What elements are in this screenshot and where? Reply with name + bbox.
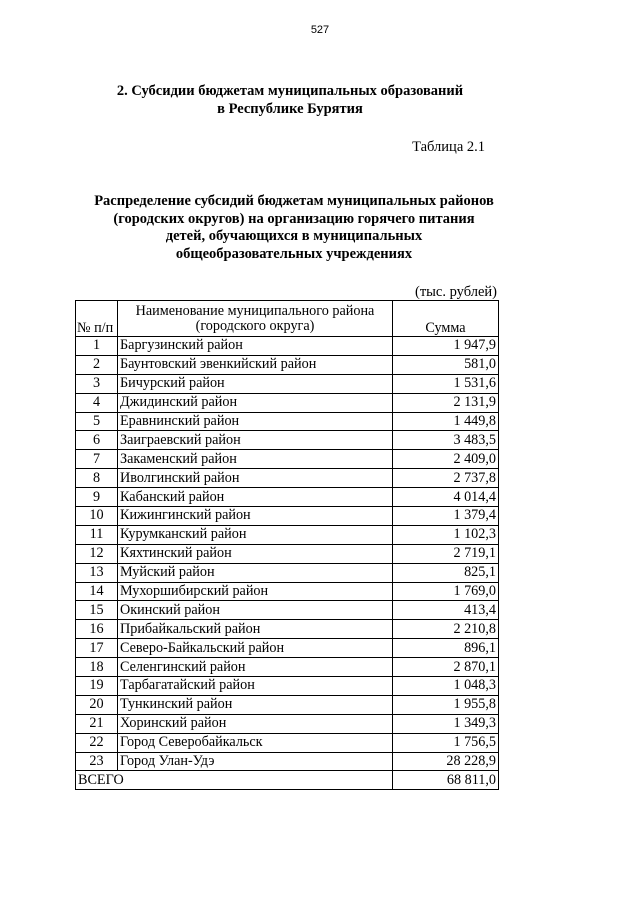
table-row xyxy=(76,393,499,412)
header-name xyxy=(118,301,393,337)
table-row xyxy=(76,582,499,601)
row-number: 19 xyxy=(76,677,118,696)
table-header-row xyxy=(76,301,499,337)
table-row xyxy=(76,601,499,620)
row-number: 22 xyxy=(76,733,118,752)
row-number: 12 xyxy=(76,544,118,563)
table-row xyxy=(76,677,499,696)
row-district: Иволгинский район xyxy=(118,469,393,488)
row-amount: 1 449,8 xyxy=(393,412,499,431)
header-name-line: (городского округа) xyxy=(195,317,315,334)
row-amount: 28 228,9 xyxy=(393,752,499,771)
row-amount: 1 769,0 xyxy=(393,582,499,601)
row-number: 18 xyxy=(76,658,118,677)
row-district: Хоринский район xyxy=(118,714,393,733)
row-district: Город Улан-Удэ xyxy=(118,752,393,771)
row-district: Кабанский район xyxy=(118,488,393,507)
section-title-line: в Республике Бурятия xyxy=(217,101,363,117)
row-number: 11 xyxy=(76,525,118,544)
row-amount: 1 048,3 xyxy=(393,677,499,696)
caption-line: (городских округов) на организацию горячего питания xyxy=(113,210,475,227)
row-number: 13 xyxy=(76,563,118,582)
row-amount: 413,4 xyxy=(393,601,499,620)
row-number: 1 xyxy=(76,337,118,356)
row-amount: 1 349,3 xyxy=(393,714,499,733)
row-number: 4 xyxy=(76,393,118,412)
table-row xyxy=(76,450,499,469)
row-district: Кижингинский район xyxy=(118,507,393,526)
total-amount: 68 811,0 xyxy=(393,771,499,790)
row-amount: 1 756,5 xyxy=(393,733,499,752)
row-district: Тарбагатайский район xyxy=(118,677,393,696)
row-district: Город Северобайкальск xyxy=(118,733,393,752)
table-row xyxy=(76,488,499,507)
row-number: 16 xyxy=(76,620,118,639)
row-number: 10 xyxy=(76,507,118,526)
row-number: 6 xyxy=(76,431,118,450)
row-district: Джидинский район xyxy=(118,393,393,412)
table-row xyxy=(76,752,499,771)
header-number: № п/п xyxy=(76,301,118,337)
table-row xyxy=(76,525,499,544)
row-amount: 3 483,5 xyxy=(393,431,499,450)
table-row xyxy=(76,639,499,658)
table-row xyxy=(76,544,499,563)
table-row xyxy=(76,355,499,374)
row-number: 21 xyxy=(76,714,118,733)
row-amount: 825,1 xyxy=(393,563,499,582)
section-title-line: 2. Субсидии бюджетам муниципальных образований xyxy=(116,83,464,99)
table-row xyxy=(76,431,499,450)
row-number: 14 xyxy=(76,582,118,601)
total-row xyxy=(76,771,499,790)
page-number: 527 xyxy=(310,24,330,36)
table-row xyxy=(76,733,499,752)
caption-line: общеобразовательных учреждениях xyxy=(175,245,413,262)
row-district: Селенгинский район xyxy=(118,658,393,677)
row-amount: 2 409,0 xyxy=(393,450,499,469)
row-amount: 2 210,8 xyxy=(393,620,499,639)
row-district: Баргузинский район xyxy=(118,337,393,356)
row-number: 8 xyxy=(76,469,118,488)
table-row xyxy=(76,374,499,393)
row-number: 5 xyxy=(76,412,118,431)
table-row xyxy=(76,412,499,431)
row-amount: 1 531,6 xyxy=(393,374,499,393)
section-title xyxy=(80,82,500,118)
row-district: Заиграевский район xyxy=(118,431,393,450)
row-district: Прибайкальский район xyxy=(118,620,393,639)
row-amount: 896,1 xyxy=(393,639,499,658)
table-number: Таблица 2.1 xyxy=(412,139,485,155)
row-number: 3 xyxy=(76,374,118,393)
row-amount: 2 737,8 xyxy=(393,469,499,488)
row-district: Северо-Байкальский район xyxy=(118,639,393,658)
row-amount: 4 014,4 xyxy=(393,488,499,507)
table-row xyxy=(76,714,499,733)
total-label: ВСЕГО xyxy=(76,771,393,790)
row-district: Муйский район xyxy=(118,563,393,582)
row-amount: 1 102,3 xyxy=(393,525,499,544)
row-amount: 2 870,1 xyxy=(393,658,499,677)
row-district: Мухоршибирский район xyxy=(118,582,393,601)
row-number: 2 xyxy=(76,355,118,374)
row-amount: 1 947,9 xyxy=(393,337,499,356)
row-amount: 2 719,1 xyxy=(393,544,499,563)
row-number: 9 xyxy=(76,488,118,507)
table-body xyxy=(76,337,499,790)
units-label: (тыс. рублей) xyxy=(415,284,497,300)
table-row xyxy=(76,337,499,356)
table-row xyxy=(76,563,499,582)
row-number: 15 xyxy=(76,601,118,620)
row-amount: 1 379,4 xyxy=(393,507,499,526)
caption-line: детей, обучающихся в муниципальных xyxy=(165,228,423,244)
row-district: Бичурский район xyxy=(118,374,393,393)
subsidies-table xyxy=(75,300,499,790)
table-row xyxy=(76,469,499,488)
row-amount: 1 955,8 xyxy=(393,695,499,714)
row-number: 20 xyxy=(76,695,118,714)
row-district: Окинский район xyxy=(118,601,393,620)
row-district: Баунтовский эвенкийский район xyxy=(118,355,393,374)
table-row xyxy=(76,507,499,526)
row-district: Еравнинский район xyxy=(118,412,393,431)
row-number: 17 xyxy=(76,639,118,658)
caption-line: Распределение субсидий бюджетам муниципальных районов xyxy=(94,193,494,209)
row-amount: 581,0 xyxy=(393,355,499,374)
header-sum: Сумма xyxy=(393,301,499,337)
row-district: Курумканский район xyxy=(118,525,393,544)
row-number: 7 xyxy=(76,450,118,469)
header-name-line: Наименование муниципального района xyxy=(135,302,375,319)
row-amount: 2 131,9 xyxy=(393,393,499,412)
table-row xyxy=(76,695,499,714)
table-caption xyxy=(74,193,514,263)
row-number: 23 xyxy=(76,752,118,771)
table-row xyxy=(76,620,499,639)
row-district: Тункинский район xyxy=(118,695,393,714)
row-district: Закаменский район xyxy=(118,450,393,469)
table-row xyxy=(76,658,499,677)
row-district: Кяхтинский район xyxy=(118,544,393,563)
